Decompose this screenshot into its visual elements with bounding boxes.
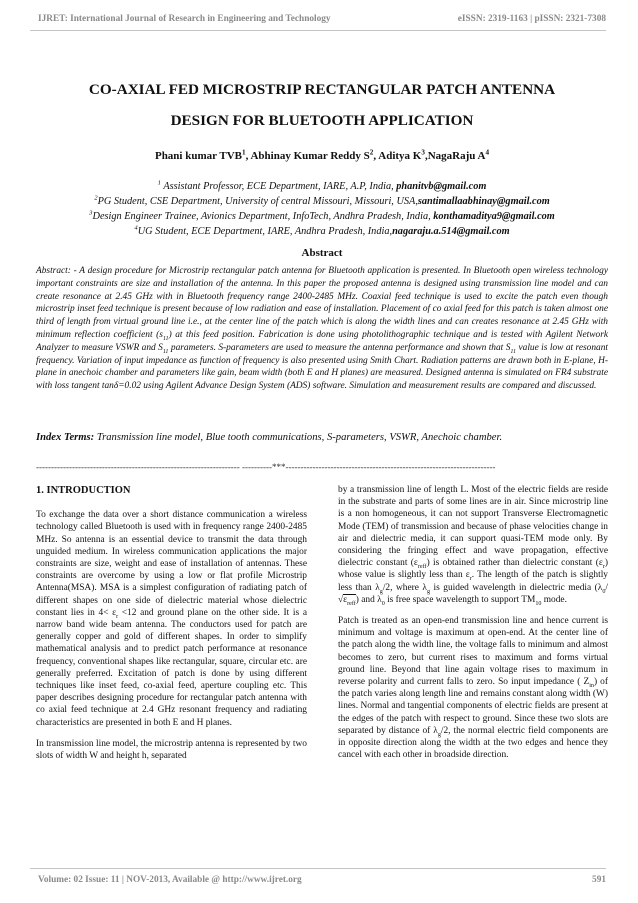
issn: eISSN: 2319-1163 | pISSN: 2321-7308: [457, 14, 606, 24]
subscript: r: [469, 576, 472, 583]
author-name: Abhinay Kumar Reddy S: [250, 150, 370, 162]
paragraph-text: . The length of the patch is slightly less than λ: [338, 570, 608, 593]
volume-info: Volume: 02 Issue: 11 | NOV-2013, Available @ http://www.ijret.org: [38, 875, 302, 885]
journal-name: IJRET: International Journal of Research in Engineering and Technology: [38, 14, 331, 24]
affiliation: [36, 224, 608, 240]
author-name: NagaRaju A: [427, 150, 486, 162]
abstract-heading: Abstract: [301, 247, 343, 259]
author-separator: ,: [424, 150, 428, 162]
paragraph: [338, 484, 608, 606]
affiliation: [36, 209, 608, 225]
subscript: 11: [162, 348, 169, 355]
author-index: 1: [241, 148, 246, 157]
affiliation: [36, 194, 608, 210]
footer-rule: [30, 868, 606, 869]
paragraph-text: is free space wavelength to support TM: [384, 594, 536, 605]
paragraph-text: ) of the patch varies along length line and remains constant along width (W) lines. Normal and tangential components of electric fields are present at the edges of the patch with respect to ground. Since these two slots are separated by distance of λ: [338, 677, 608, 736]
affiliation-index: 4: [134, 224, 138, 232]
author-name: Phani kumar TVB: [154, 150, 242, 162]
paragraph-text: ) is obtained rather than dielectric constant (ε: [426, 558, 603, 569]
right-column: [338, 484, 608, 770]
index-terms-text: Transmission line model, Blue tooth communications, S-parameters, VSWR, Anechoic chamber.: [94, 432, 503, 443]
subscript: reff: [417, 564, 427, 571]
running-header: [38, 14, 606, 26]
left-column: [36, 485, 307, 771]
subscript: 0: [602, 588, 606, 595]
affiliation-text: UG Student, ECE Department, IARE, Andhra Pradesh, India,: [137, 226, 393, 237]
abstract-text: parameters. S-parameters are used to measure the antenna performance and shown that S: [168, 342, 511, 353]
paragraph-text: /: [605, 582, 608, 593]
author-separator: ,: [373, 150, 379, 162]
author-index: 2: [369, 148, 374, 157]
abstract-text: Abstract: - A design procedure for Microstrip rectangular patch antenna for Bluetooth application is presented. In Bluetooth open wireless technology important constraints are size and installation of the antenna. In this paper the proposed antenna is designed using transmission line model and can create resonance at 2.45 GHz with in Bluetooth frequency range 2400-2485 MHz. Coaxial feed technique is used to excite the patch even though microstrip inset feed technique is present because of low radiation and ease of installation. Placement of co axial feed for this patch is taken almost one third of length from virtual ground line i.e., at the center line of the patch which is along the width lines and can creates resonance at 2.45 GHz with minimum reflection coefficient (s: [36, 266, 608, 340]
affiliation-index: 3: [89, 209, 93, 217]
subscript: reff: [347, 600, 356, 607]
author-index: 4: [485, 148, 490, 157]
header-rule: [30, 30, 606, 31]
affiliation-text: Design Engineer Trainee, Avionics Department, InfoTech, Andhra Pradesh, India,: [92, 211, 434, 222]
affiliation-text: Assistant Professor, ECE Department, IARE, A.P, India,: [160, 181, 397, 192]
running-footer: [38, 875, 606, 887]
page-number: 591: [592, 875, 606, 885]
affiliation: [36, 179, 608, 195]
paragraph-text: ) and λ: [355, 594, 382, 605]
paragraph-text: is guided wavelength in dielectric media (λ: [430, 582, 603, 593]
paragraph-text: To exchange the data over a short distance communication a wireless technology called Bluetooth is used with in frequency range 2400-2485 MHz. So antenna is an essential device to transmit the data through unguided medium. In wireless communication applications the major constraints are size, weight and ease of installation of antennas. These constraints are overcome by using a low or flat profile Microstrip Antenna(MSA). MSA is a simplest configuration of radiating patch of different shapes on one side of dielectric material whose dielectric constant lies in 4< ε: [36, 510, 307, 618]
affiliation-index: 1: [157, 179, 161, 187]
email-link[interactable]: konthamaditya9@gmail.com: [433, 211, 555, 222]
subscript: g: [426, 588, 430, 595]
paragraph-text: ) whose value is slightly less than ε: [338, 558, 608, 581]
subscript: g: [379, 588, 383, 595]
subscript: 11: [510, 348, 517, 355]
author-separator: ,: [245, 150, 251, 162]
email-link[interactable]: phanitvb@gmail.com: [396, 181, 487, 192]
abstract-body: [36, 265, 608, 393]
subscript: r: [602, 564, 605, 571]
affiliation-text: PG Student, CSE Department, University of central Missouri, Missouri, USA,: [97, 196, 418, 207]
section-separator: -------------------------------------------------------------------- ----------***----------------------------------------------------------------------: [36, 462, 496, 472]
paragraph-text: ε: [343, 594, 348, 605]
author-list: [40, 150, 604, 162]
paper-title-line-1: CO-AXIAL FED MICROSTRIP RECTANGULAR PATCH ANTENNA: [88, 81, 556, 98]
paragraph-text: Patch is treated as an open-end transmission line and hence current is minimum and voltage is maximum at open-end. At the center line of the patch along the width line, the voltage falls to minimum and almost becomes to zero, but current rises to maximum and forms virtual ground line. Beyond that line again voltage rises to maximum in reverse polarity and current falls to zero. So input impedance ( Z: [338, 616, 608, 688]
subscript: g: [437, 731, 441, 738]
paragraph: [36, 509, 307, 729]
subscript: 11: [162, 335, 169, 342]
sqrt-radicand: [343, 594, 356, 605]
affiliation-index: 2: [94, 194, 98, 202]
paragraph-text: <12 and ground plane on the other side. It is a narrow band wide beam antenna. The conductors used for patch are generally copper and gold of different shapes. In order to simplify mathematical analysis and to predict patch performance at resonance frequency, conventional shapes like rectangular, square, circular etc. are generally preferred. Excitation of patch is done by using different techniques like inset feed, co-axial feed, aperture coupling etc. This paper describes designing procedure for rectangular patch antenna with co axial feed technique at 2.4 GHz resonant frequency and radiating characteristics are presented in both E and H planes.: [36, 607, 307, 728]
paragraph: In transmission line model, the microstrip antenna is represented by two slots of width W and height h, separated: [36, 738, 307, 762]
subscript: 10: [535, 600, 542, 607]
index-terms: [36, 432, 608, 443]
paragraph-text: /2, the normal electric field components are in opposite direction along the width at the two edges and hence they cancel with each other in broadside direction.: [338, 725, 609, 761]
subscript: in: [589, 682, 594, 689]
author-index: 3: [421, 148, 425, 157]
email-link[interactable]: santimallaabhinay@gmail.com: [417, 196, 550, 207]
abstract-text: value is low at resonant frequency. Variation of input impedance as function of frequency is also presented using Smith Chart. Radiation patterns are drawn both in E-plane, H-plane in anechoic chamber and parameters like gain, beam width (both E and H planes) are measured. Designed antenna is simulated on FR4 substrate with loss tangent tanδ=0.02 using Agilent Advance Design System (ADS) software. Simulation and measurement results are compared and discussed.: [36, 342, 608, 392]
paragraph-text: by a transmission line of length L. Most of the electric fields are reside in the substrate and parts of some lines are in air. Since microstrip line is a non homogeneous, it can not support Transverse Electromagnetic Mode (TEM) of transmission and because of phase velocities change in air and dielectric media, it can support quasi-TEM mode only. By considering the fringing effect and wave propagation, effective dielectric constant (ε: [338, 485, 608, 569]
index-terms-label: Index Terms:: [36, 432, 95, 443]
abstract-text: ) at this feed position. Fabrication is done using photolithographic technique and is tested with Agilent Network Analyzer to measure VSWR and S: [36, 329, 608, 353]
paragraph-text: /2, where λ: [382, 582, 427, 593]
paper-title-line-2: DESIGN FOR BLUETOOTH APPLICATION: [170, 112, 474, 129]
sqrt-symbol: √: [338, 594, 344, 605]
paragraph: [338, 615, 608, 761]
email-link[interactable]: nagaraju.a.514@gmail.com: [392, 226, 510, 237]
paragraph-text: mode.: [541, 594, 567, 605]
subscript: 0: [381, 600, 385, 607]
section-heading: 1. INTRODUCTION: [36, 485, 131, 496]
author-name: Aditya K: [378, 150, 422, 162]
subscript: r: [116, 613, 119, 620]
